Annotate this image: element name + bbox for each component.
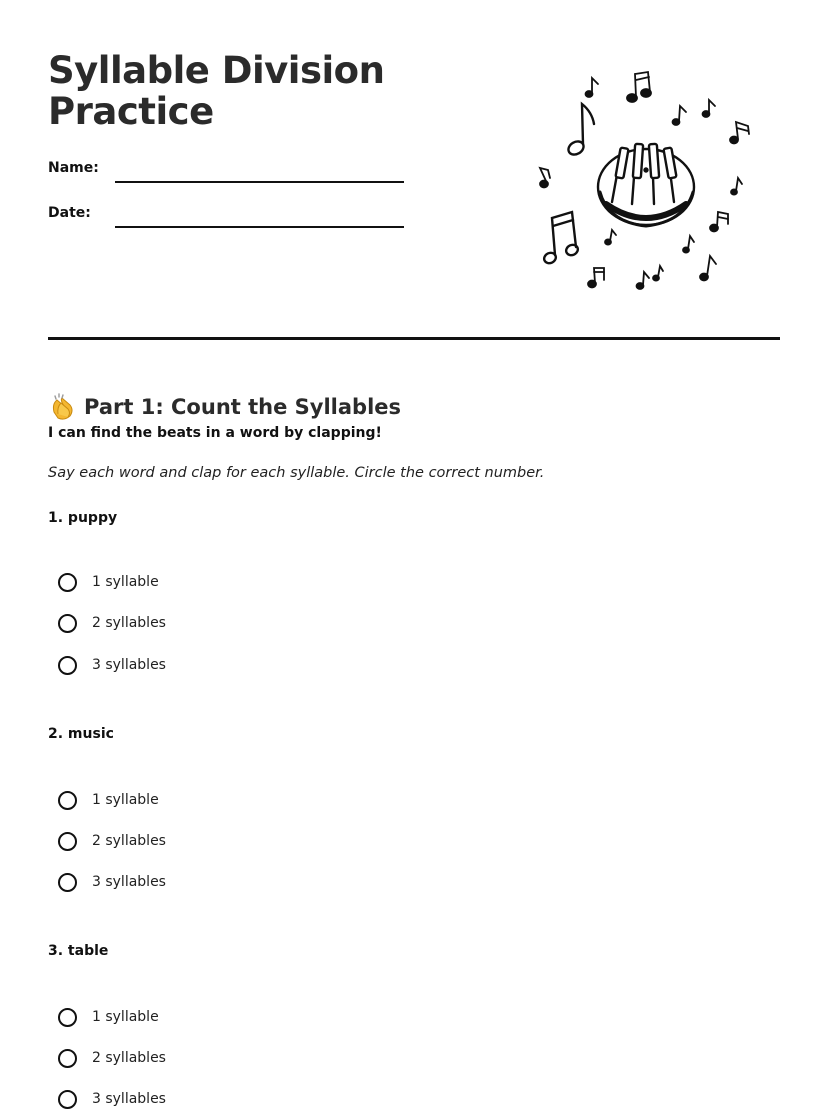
option-label: 2 syllables: [92, 615, 166, 631]
question-3-label: 3. table: [48, 943, 109, 959]
question-2-option-2[interactable]: [58, 829, 166, 853]
radio-circle[interactable]: [58, 873, 77, 892]
radio-circle[interactable]: [58, 614, 77, 633]
question-1-label: 1. puppy: [48, 510, 118, 526]
name-field: [48, 160, 408, 184]
name-line[interactable]: [115, 181, 404, 183]
name-label: Name:: [48, 160, 99, 176]
instruction-text: Say each word and clap for each syllable. Circle the correct number.: [48, 465, 545, 481]
option-label: 1 syllable: [92, 792, 159, 808]
question-3-option-2[interactable]: [58, 1046, 166, 1070]
part-1-heading-text: Part 1: Count the Syllables: [84, 395, 402, 420]
option-label: 3 syllables: [92, 657, 166, 673]
question-2-option-1[interactable]: [58, 788, 159, 812]
date-label: Date:: [48, 205, 91, 221]
option-label: 3 syllables: [92, 874, 166, 890]
question-1-option-1[interactable]: [58, 570, 159, 594]
clapping-hands-icon: [48, 392, 78, 422]
header-divider: [48, 337, 780, 340]
piano-music-notes-icon: [528, 62, 764, 298]
part-1-heading: [48, 391, 401, 423]
radio-circle[interactable]: [58, 656, 77, 675]
question-3-option-3[interactable]: [58, 1087, 166, 1111]
worksheet-title: Syllable Division Practice: [48, 49, 385, 133]
radio-circle[interactable]: [58, 1049, 77, 1068]
option-label: 2 syllables: [92, 833, 166, 849]
option-label: 1 syllable: [92, 574, 159, 590]
radio-circle[interactable]: [58, 1090, 77, 1109]
date-field: [48, 205, 408, 229]
question-3-option-1[interactable]: [58, 1005, 159, 1029]
question-2-label: 2. music: [48, 726, 114, 742]
option-label: 2 syllables: [92, 1050, 166, 1066]
question-1-option-2[interactable]: [58, 611, 166, 635]
option-label: 1 syllable: [92, 1009, 159, 1025]
radio-circle[interactable]: [58, 1008, 77, 1027]
radio-circle[interactable]: [58, 832, 77, 851]
question-1-option-3[interactable]: [58, 653, 166, 677]
radio-circle[interactable]: [58, 573, 77, 592]
date-line[interactable]: [115, 226, 404, 228]
radio-circle[interactable]: [58, 791, 77, 810]
question-2-option-3[interactable]: [58, 870, 166, 894]
learning-objective: I can find the beats in a word by clapping!: [48, 425, 382, 441]
option-label: 3 syllables: [92, 1091, 166, 1107]
